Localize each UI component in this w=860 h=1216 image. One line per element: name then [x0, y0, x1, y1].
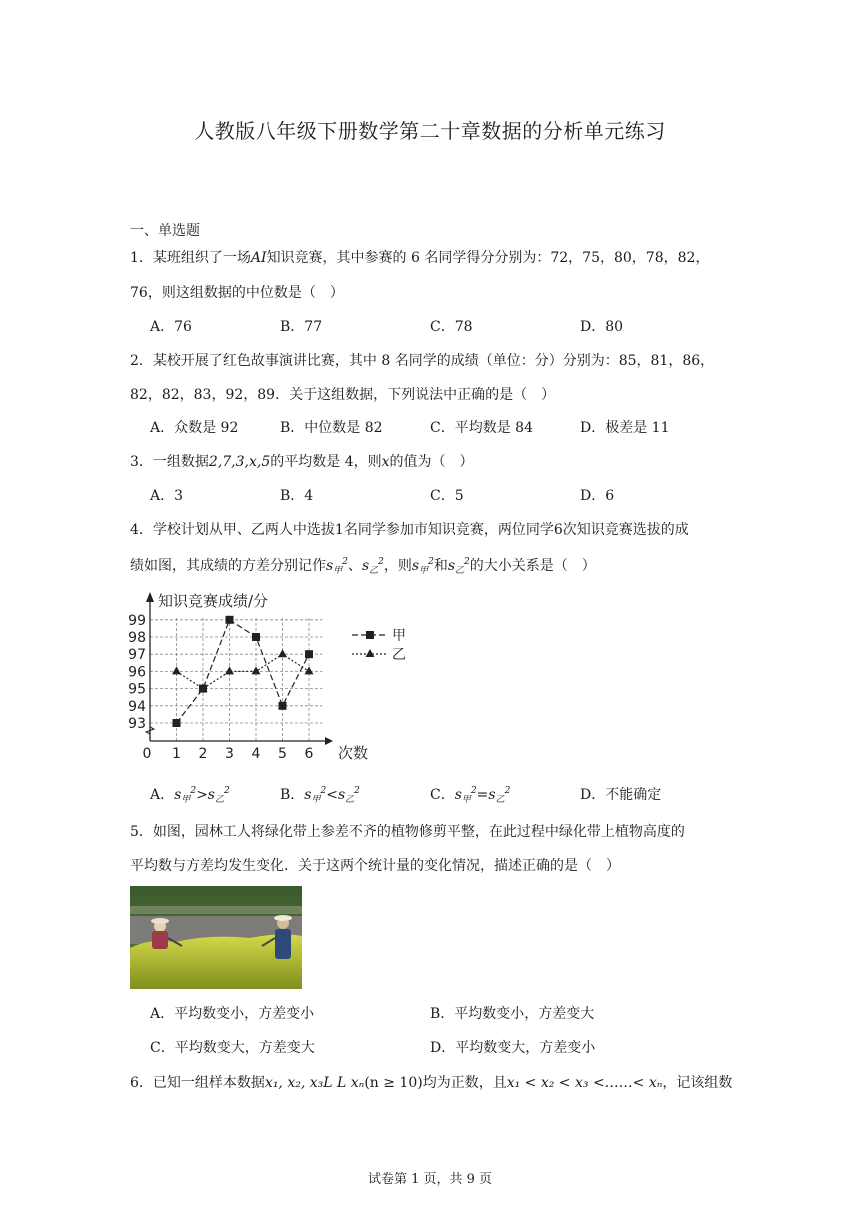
- q4-separator: 、: [347, 558, 362, 574]
- q3-variable-x: x: [381, 454, 390, 470]
- q4-and: 和: [433, 558, 448, 574]
- q3-option-b[interactable]: B．4: [280, 488, 314, 504]
- series-2-point: [305, 666, 314, 674]
- q1-option-c[interactable]: C．78: [430, 319, 473, 335]
- y-tick-label: 94: [128, 698, 146, 715]
- q6-text-c: ，记该组数: [662, 1075, 733, 1091]
- y-axis-title: 知识竞赛成绩/分: [158, 592, 269, 610]
- question-1-line-2: 76，则这组数据的中位数是（ ）: [130, 285, 344, 301]
- y-tick-label: 97: [128, 647, 146, 664]
- y-tick-label: 95: [128, 681, 146, 698]
- y-tick-label: 98: [128, 630, 146, 646]
- q2-option-a[interactable]: A．众数是 92: [150, 420, 239, 436]
- series-2-point: [278, 649, 287, 657]
- q6-condition: (n ≥ 10): [364, 1075, 423, 1091]
- question-1-line-1: [130, 247, 709, 267]
- q4-option-d[interactable]: D．不能确定: [580, 787, 662, 803]
- q3-text-a: 3．一组数据: [130, 454, 209, 470]
- q5-option-b[interactable]: B．平均数变小，方差变大: [430, 1006, 595, 1022]
- series-1-point: [226, 616, 234, 624]
- q6-text-a: 6．已知一组样本数据: [130, 1075, 265, 1091]
- q2-option-c[interactable]: C．平均数是 84: [430, 420, 533, 436]
- q4-option-b[interactable]: B．$s_甲^2<s_乙^2$: [280, 786, 360, 805]
- q5-option-a[interactable]: A．平均数变小，方差变小: [150, 1006, 315, 1022]
- q4-s-jia-a: $s_甲^2$: [326, 557, 348, 576]
- legend-label-1: 甲: [392, 628, 406, 644]
- y-tick-label: 93: [128, 716, 146, 732]
- question-5-line-2: 平均数与方差均发生变化．关于这两个统计量的变化情况，描述正确的是（ ）: [130, 858, 620, 874]
- q2-option-d[interactable]: D．极差是 11: [580, 420, 670, 436]
- question-2-line-2: 82，82，83，92，89．关于这组数据，下列说法中正确的是（ ）: [130, 387, 556, 403]
- q1-text-b: 知识竞赛，其中参赛的 6 名同学得分分别为：72，75，80，78，82，: [266, 250, 710, 266]
- x-tick-label: 1: [172, 746, 181, 762]
- x-tick-label: 0: [142, 746, 152, 762]
- score-line-chart: [130, 588, 430, 770]
- q3-option-d[interactable]: D．6: [580, 488, 615, 504]
- q3-option-c[interactable]: C．5: [430, 488, 464, 504]
- q4-text-a: 绩如图，其成绩的方差分别记作: [130, 558, 326, 574]
- x-tick-label: 6: [304, 746, 314, 762]
- section-heading: 一、单选题: [130, 223, 200, 239]
- x-axis-arrow: [325, 737, 333, 745]
- q3-data-set: 2,7,3,x,5: [208, 454, 271, 470]
- q1-option-a[interactable]: A．76: [150, 319, 192, 335]
- q4-s-yi-a: $s_乙^2$: [361, 557, 384, 576]
- q1-text-a: 1．某班组织了一场: [130, 250, 251, 266]
- x-tick-label: 4: [251, 746, 261, 762]
- question-6-line: [130, 1072, 732, 1092]
- q4-text-b: ，则: [383, 558, 412, 574]
- q6-sequence: x₁, x₂, x₃L L xₙ: [264, 1075, 365, 1091]
- q3-text-b: 的平均数是 4，则: [270, 454, 382, 470]
- q2-option-b[interactable]: B．中位数是 82: [280, 420, 383, 436]
- q4-s-jia-b: $s_甲^2$: [411, 557, 434, 576]
- q4-option-c[interactable]: C．$s_甲^2=s_乙^2$: [430, 786, 511, 805]
- series-1-point: [305, 650, 313, 658]
- x-tick-label: 5: [278, 746, 287, 762]
- question-2-line-1: 2．某校开展了红色故事演讲比赛，其中 8 名同学的成绩（单位：分）分别为：85，81，86，: [130, 353, 715, 369]
- series-2-point: [252, 666, 261, 674]
- series-1-point: [173, 719, 181, 727]
- q4-text-c: 的大小关系是（ ）: [469, 558, 596, 574]
- series-1-point: [279, 702, 287, 710]
- legend-marker-1: [366, 631, 374, 639]
- q1-option-d[interactable]: D．80: [580, 319, 624, 335]
- q3-text-c: 的值为（ ）: [389, 454, 474, 470]
- question-3-line: [130, 451, 474, 471]
- series-2-point: [225, 666, 234, 674]
- q1-option-b[interactable]: B．77: [280, 319, 323, 335]
- legend-label-2: 乙: [392, 647, 406, 663]
- question-4-line-1: 4．学校计划从甲、乙两人中选拔1名同学参加市知识竞赛，两位同学6次知识竞赛选拔的成: [130, 522, 689, 538]
- y-axis-arrow: [146, 592, 154, 602]
- y-tick-label: 96: [128, 664, 146, 681]
- q5-option-c[interactable]: C．平均数变大，方差变大: [150, 1040, 315, 1056]
- page-title: 人教版八年级下册数学第二十章数据的分析单元练习: [194, 119, 666, 143]
- x-tick-label: 3: [225, 746, 234, 762]
- series-2-point: [172, 666, 181, 674]
- question-5-line-1: 5．如图，园林工人将绿化带上参差不齐的植物修剪平整，在此过程中绿化带上植物高度的: [130, 824, 685, 840]
- legend-marker-2: [366, 649, 375, 657]
- x-axis-title: 次数: [338, 744, 369, 762]
- q6-inequality: x₁ < x₂ < x₃ <……< xₙ: [506, 1075, 663, 1091]
- x-tick-label: 2: [198, 746, 208, 762]
- q4-s-yi-b: $s_乙^2$: [447, 557, 470, 576]
- page-footer: 试卷第 1 页，共 9 页: [367, 1172, 493, 1187]
- q1-ai-term: AI: [250, 250, 267, 266]
- q6-text-b: 均为正数，且: [422, 1075, 507, 1091]
- y-tick-label: 99: [128, 612, 146, 629]
- hedge-trimming-photo: [130, 886, 302, 989]
- q5-option-d[interactable]: D．平均数变大，方差变小: [430, 1040, 596, 1056]
- q4-option-a[interactable]: A．$s_甲^2>s_乙^2$: [150, 786, 230, 805]
- series-1-point: [252, 633, 260, 641]
- question-4-line-2: [130, 555, 596, 575]
- q3-option-a[interactable]: A．3: [150, 488, 184, 504]
